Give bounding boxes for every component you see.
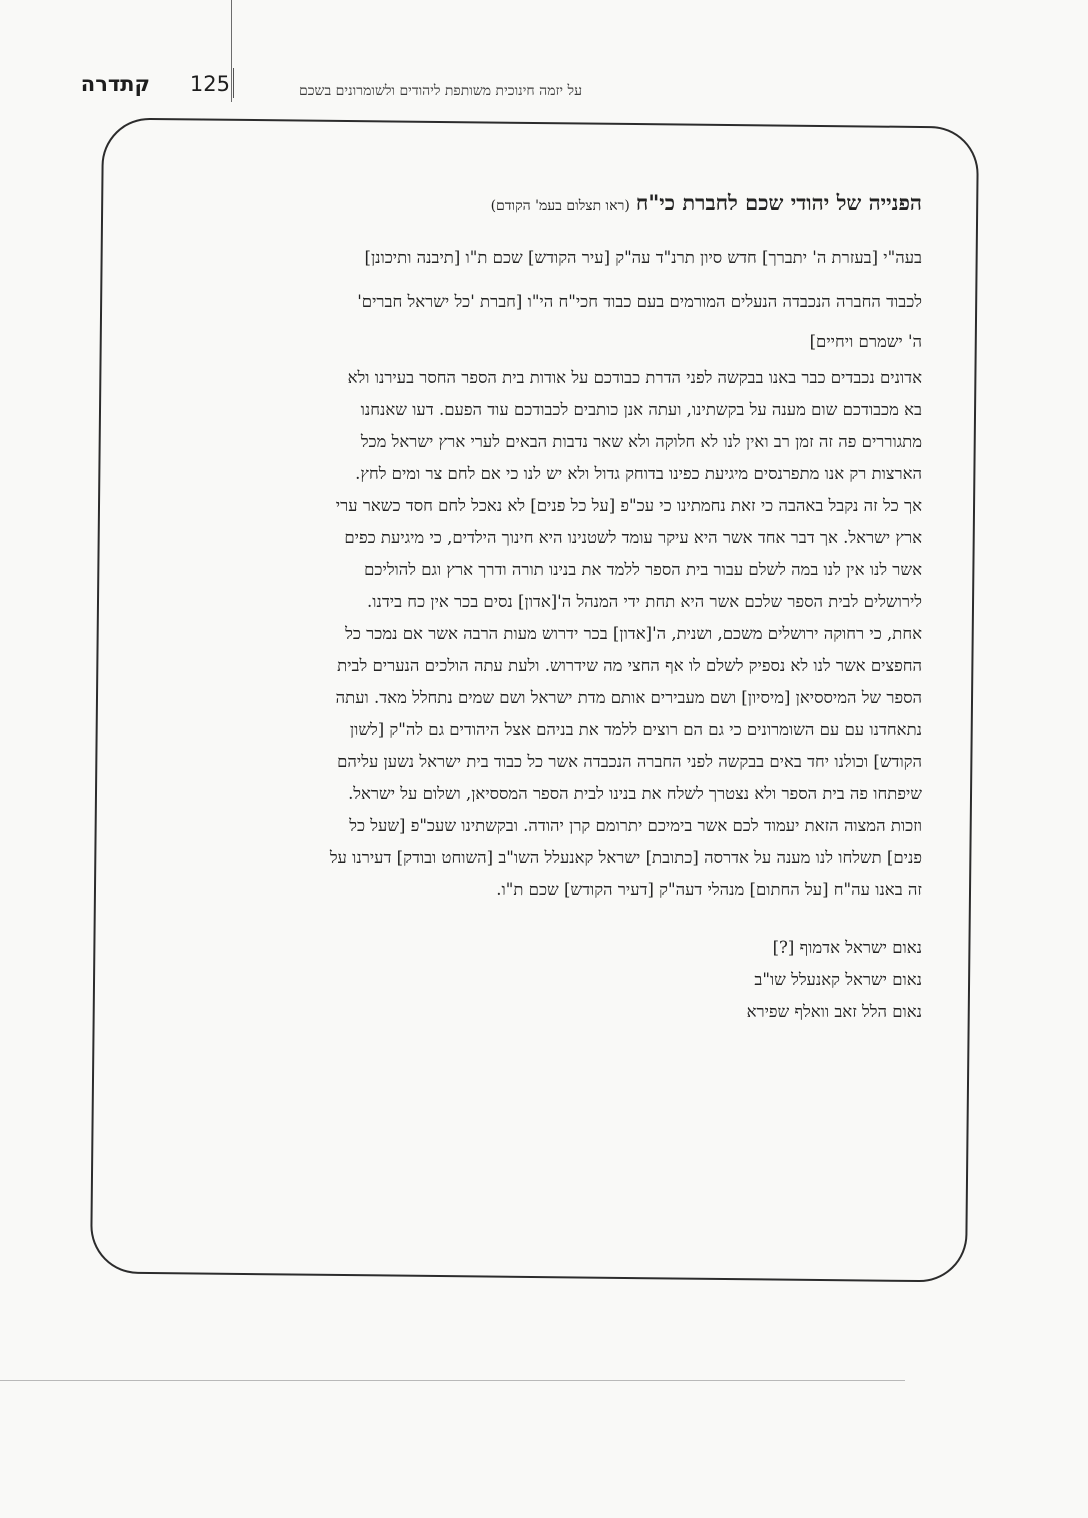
body-line: פנים] תשלחו לנו מענה על אדרסה [כתובת] ישראל קאנעלל השו"ב [השוחט ובודק] דעירנו על [329, 848, 922, 867]
letter-addressee [197, 282, 922, 362]
body-line: הקודש] וכולנו יחד באים בבקשה לפני החברה הנכבדה אשר כל כבוד בית ישראל נשען עליהם [337, 752, 922, 771]
addressee-line: לכבוד החברה הנכבדה הנעלים המורמים בעם כבוד חכי"ח הי"ו [חברת 'כל ישראל חברים' [357, 292, 922, 311]
addressee-line: ה' ישמרם ויחיים] [809, 332, 922, 351]
body-line: זה באנו עה"ח [על החתום] מנהלי דעה"ק [דעיר הקודש] שכם ת"ו. [496, 880, 922, 899]
body-line: החפצים אשר לנו לא נספיק לשלם לו אף החצי מה שידרוש. ולעת עתה הולכים הנערים לבית [337, 656, 922, 675]
body-line: לירושלים לבית הספר שלכם אשר היא תחת ידי המנהל ה'[אדון] נסים בכר אין כח בידנו. [367, 592, 922, 611]
page-number: 125 [189, 72, 230, 96]
article-running-title: על יזמה חינוכית משותפת ליהודים ולשומרונים בשכם [298, 83, 582, 99]
body-line: הספר של המיססיאן [מיסיון] ושם מעבירים אותם מדת ישראל ושם שמים נתחלל מאד. ועתה [335, 688, 922, 707]
letter-title-text: הפנייה של יהודי שכם לחברת כי"ח [635, 190, 922, 215]
body-line: שיפתחו פה בית הספר ולא נצטרך לשלח את בנינו לבית הספר המססיאן, ושלום על ישראל. [348, 784, 922, 803]
letter-salutation: בעה"י [בעזרת ה' יתברך] חדש סיון תרנ"ד עה"ק [עיר הקודש] שכם ת"ו [תיבנה ותיכונן] [364, 248, 922, 267]
body-line: ארץ ישראל. אך דבר אחד אשר היא עיקר עומד לשטנינו היא חינוך הילדים, כי מיגיעת כפים [344, 528, 922, 547]
body-line: נתאחדנו עם עם השומרונים כי גם הם רוצים ללמד את בניהם אצל היהודים גם לה"ק [לשון [349, 720, 922, 739]
header-divider [233, 68, 234, 98]
body-line: אדונים נכבדים כבר באנו בבקשה לפני הדרת כבודכם על אודות בית הספר החסר בעירנו ולא [347, 368, 922, 387]
body-line: וזכות המצוה הזאת יעמוד לכם אשר בימיכם יתרומם קרן יהודה. ובקשתינו שעכ"פ [שעל כל [349, 816, 922, 835]
signature-line: נאום ישראל קאנעלל שו"ב [754, 970, 922, 989]
body-line: אחת, כי רחוקה ירושלים משכם, ושנית, ה'[אדון] בכר ידרוש מעות הרבה אשר אם נמכר כל [345, 624, 922, 643]
letter-body [197, 362, 922, 906]
journal-name: קתדרה [80, 72, 150, 96]
signature-line: נאום ישראל אדמוף [?] [772, 938, 922, 957]
letter-content [197, 190, 922, 1028]
body-line: מתגוררים פה זה זמן רב ואין לנו לא חלוקה ולא שאר נדבות הבאים לערי ארץ ישראל מכל [360, 432, 922, 451]
body-line: אשר לנו אין לנו במה לשלם עבור בית הספר ללמד את בנינו תורה ודרך ארץ וגם להוליכם [364, 560, 922, 579]
letter-title [197, 190, 922, 216]
body-line: בא מכבודכם שום מענה על בקשתינו, ועתה אנן כותבים לכבודכם עוד הפעם. דעו שאנחנו [360, 400, 922, 419]
body-line: אך כל זה נקבל באהבה כי זאת נחמתינו כי עכ"פ [על כל פנים] לא נאכל לחם חסד כשאר ערי [335, 496, 922, 515]
signature-line: נאום הלל זאב וואלף שפירא [746, 1002, 922, 1021]
page-bottom-rule [0, 1380, 905, 1381]
body-line: הארצות רק אנו מתפרנסים מיגיעת כפינו בדוחק גדול ולא יש לנו כי אם לחם צר ומים לחץ. [355, 464, 922, 483]
letter-signatures [197, 932, 922, 1028]
running-header [40, 62, 582, 110]
letter-title-note: (ראו תצלום בעמ' הקודם) [490, 198, 630, 214]
